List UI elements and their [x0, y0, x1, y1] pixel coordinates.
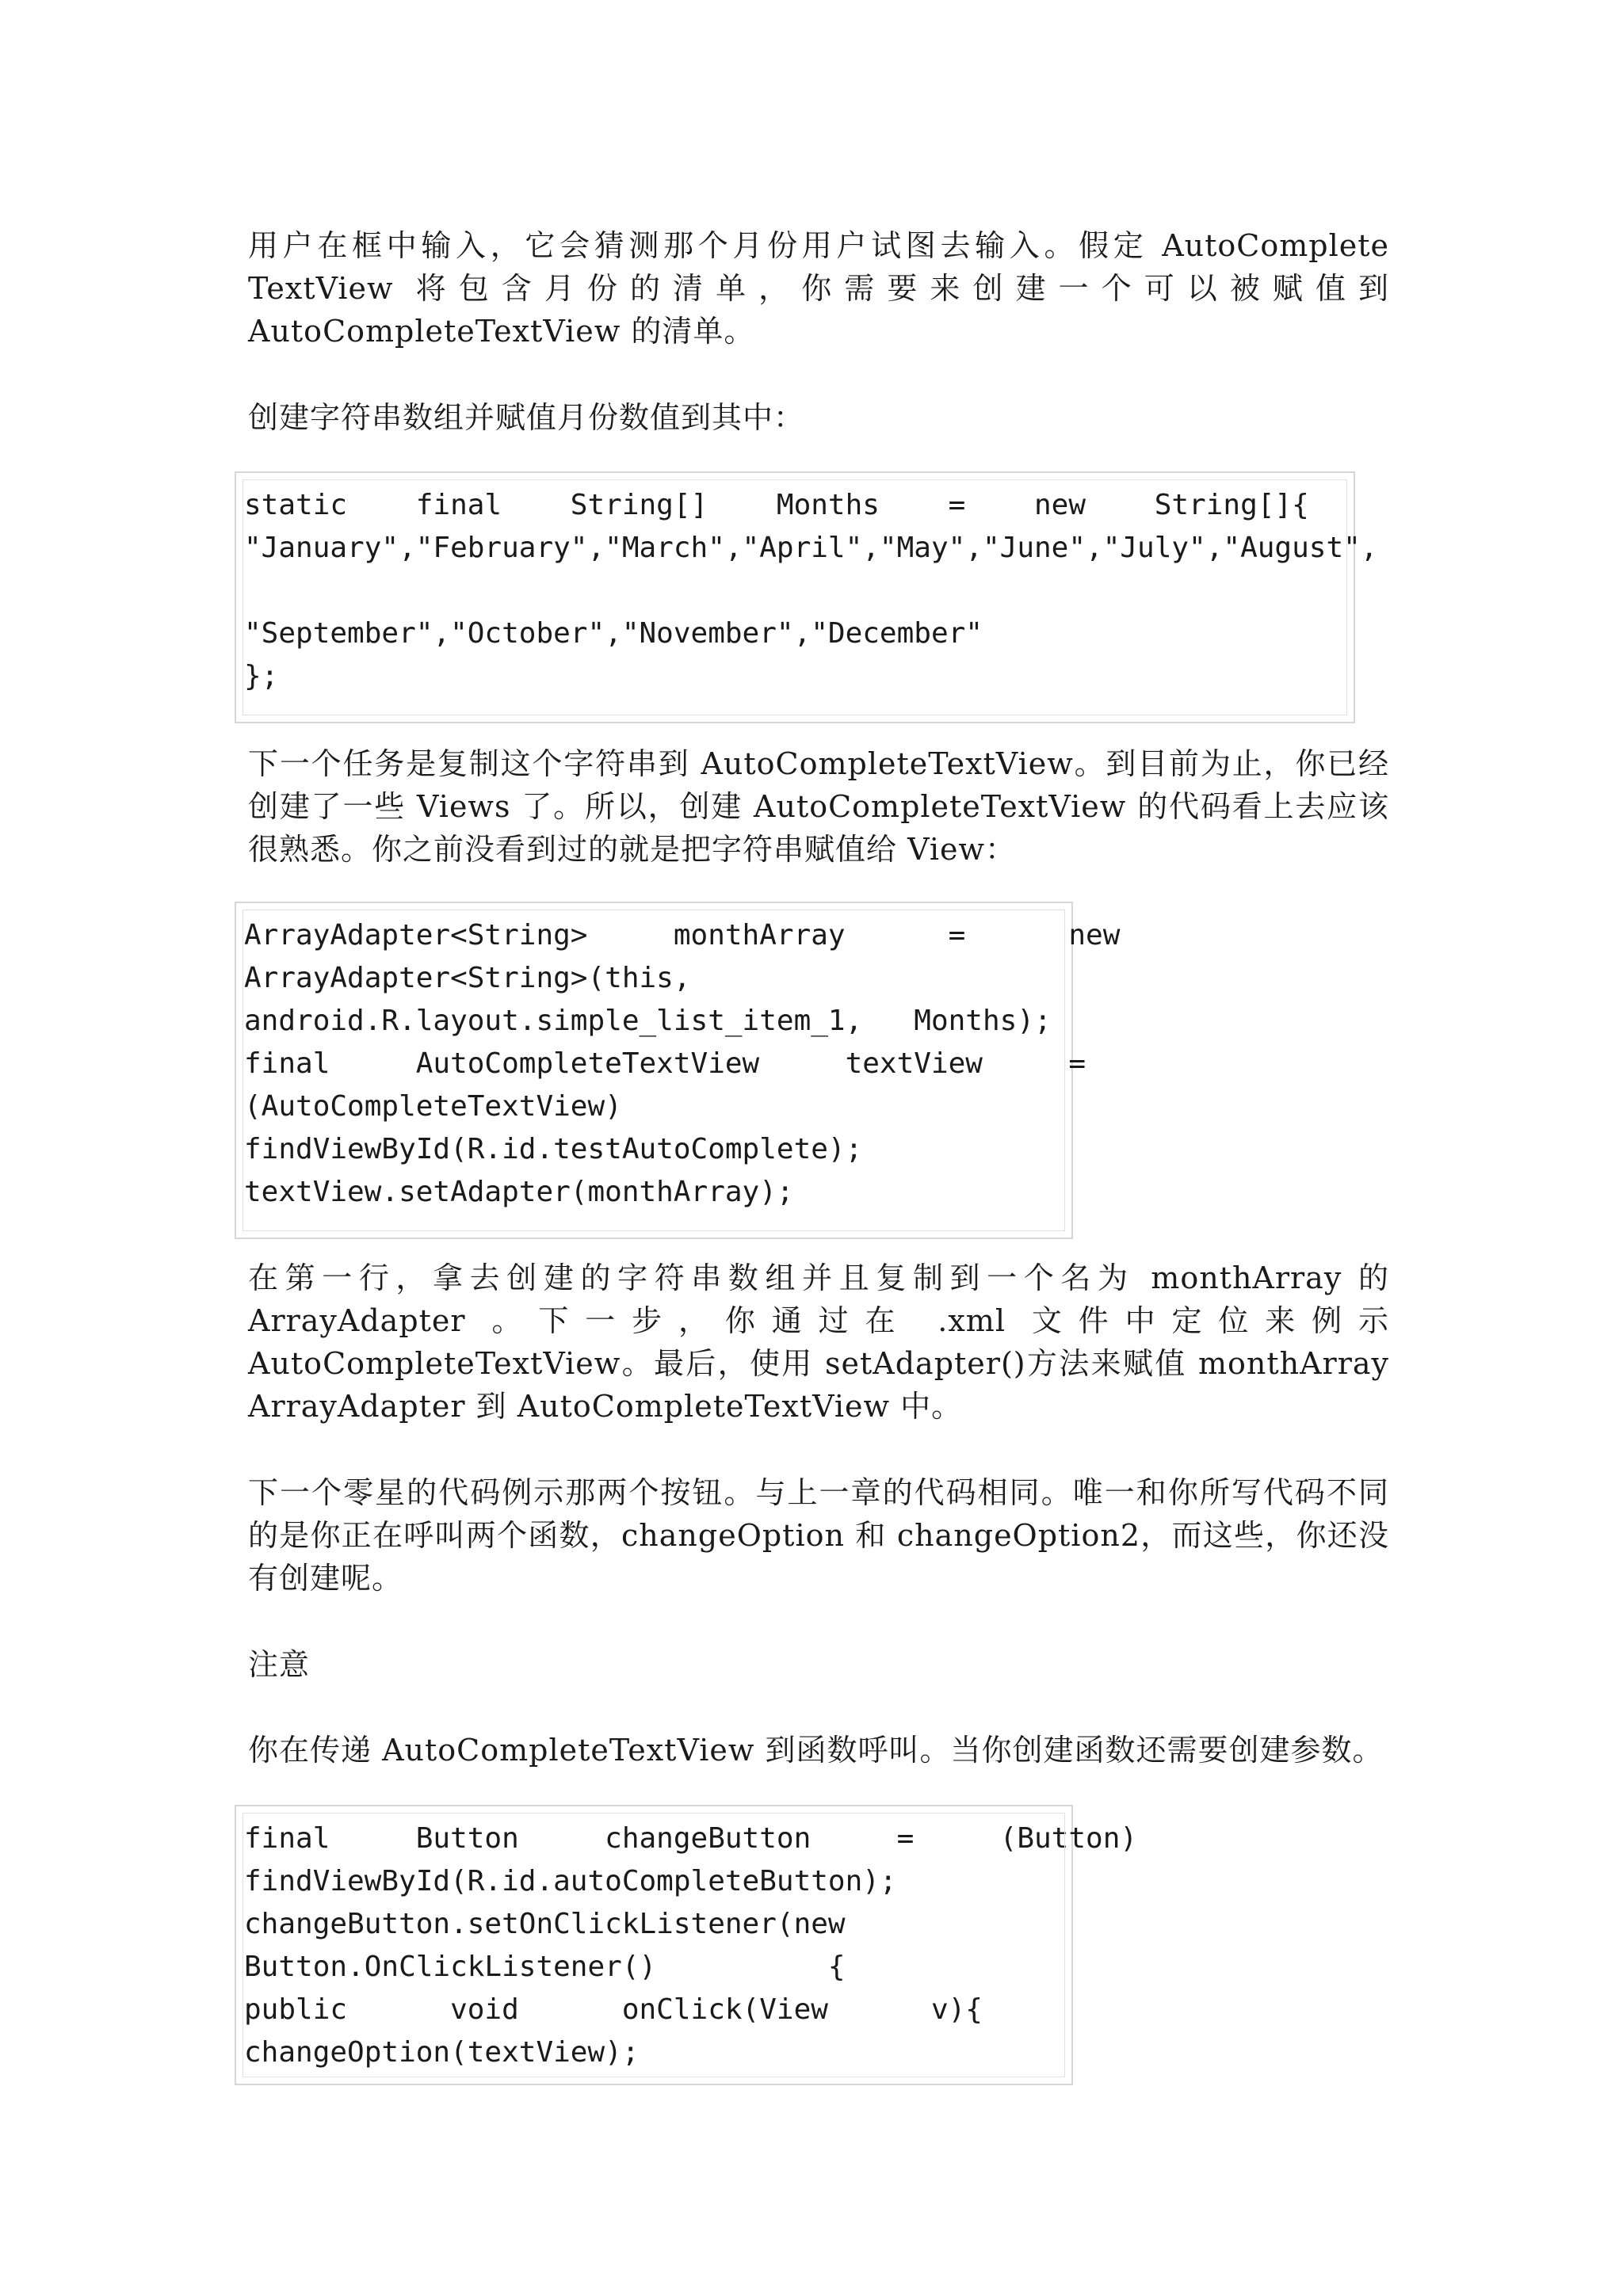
paragraph-first-line: 在第一行，拿去创建的字符串数组并且复制到一个名为 monthArray 的 ArrayAdapter 。下一步，你通过在 .xml 文件中定位来例示 AutoCompleteTextView。最后，使用 setAdapter()方法来赋值 monthArray ArrayAdapter 到 AutoCompleteTextView 中。: [248, 1261, 1400, 1424]
paragraph-intro: 用户在框中输入，它会猜测那个月份用户试图去输入。假定 AutoComplete TextView 将包含月份的清单，你需要来创建一个可以被赋值到 AutoCompleteTextView 的清单。: [248, 228, 1400, 349]
code-change-button: final Button changeButton = (Button) findViewById(R.id.autoCompleteButton); changeButton.setOnClickListener(new Button.OnClickListener() { public void onClick(View v){ changeOption(textView);: [244, 1822, 1138, 2069]
paragraph-create-array: 创建字符串数组并赋值月份数值到其中：: [248, 400, 805, 435]
code-block-change-button: [235, 1805, 1138, 2085]
code-block-months: [235, 471, 1378, 723]
note-heading: 注意: [248, 1647, 311, 1682]
code-block-array-adapter: [235, 902, 1121, 1239]
paragraph-copy-string: 下一个任务是复制这个字符串到 AutoCompleteTextView。到目前为止，你已经创建了一些 Views 了。所以，创建 AutoCompleteTextView 的代码看上去应该很熟悉。你之前没看到过的就是把字符串赋值给 View：: [248, 746, 1389, 867]
code-months-array: static final String[] Months = new String[]{ "January","February","March","April","May","June","July","August", "September","October","November","December" };: [244, 489, 1378, 692]
code-array-adapter: ArrayAdapter<String> monthArray = new ArrayAdapter<String>(this, android.R.layout.simple_list_item_1, Months); final AutoCompleteTextView textView = (AutoCompleteTextView) findViewById(R.id.testAutoComplete); textView.setAdapter(monthArray);: [244, 919, 1121, 1208]
paragraph-note: 你在传递 AutoCompleteTextView 到函数呼叫。当你创建函数还需要创建参数。: [248, 1733, 1384, 1768]
paragraph-buttons: 下一个零星的代码例示那两个按钮。与上一章的代码相同。唯一和你所写代码不同的是你正在呼叫两个函数，changeOption 和 changeOption2，而这些，你还没有创建呢。: [248, 1475, 1389, 1596]
